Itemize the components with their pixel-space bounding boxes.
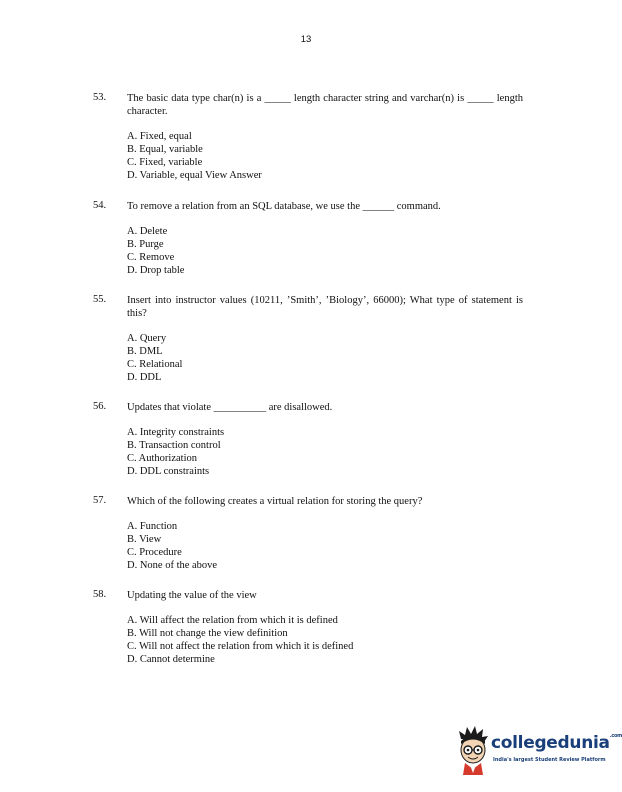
option-list xyxy=(127,130,523,182)
question-list xyxy=(93,92,523,666)
option-d: D. Drop table xyxy=(127,265,185,276)
question-number: 56. xyxy=(93,401,107,412)
option-a: A. Integrity constraints xyxy=(127,427,225,438)
question-text: Which of the following creates a virtual relation for storing the query? xyxy=(127,496,423,507)
question-number: 55. xyxy=(93,294,107,305)
option-c: C. Remove xyxy=(127,252,175,263)
question-54 xyxy=(93,200,523,277)
option-b: B. Transaction control xyxy=(127,440,221,451)
option-c: C. Fixed, variable xyxy=(127,157,203,168)
question-58 xyxy=(93,589,523,666)
option-b: B. Purge xyxy=(127,239,164,250)
option-list xyxy=(127,614,523,666)
option-d: D. Cannot determine xyxy=(127,654,215,665)
page-number: 13 xyxy=(300,34,312,45)
collegedunia-logo xyxy=(455,725,622,781)
option-a: A. Delete xyxy=(127,226,168,237)
option-a: A. Will affect the relation from which it is defined xyxy=(127,615,338,626)
option-b: B. DML xyxy=(127,346,163,357)
option-list xyxy=(127,225,523,277)
question-number: 53. xyxy=(93,92,107,103)
option-b: B. View xyxy=(127,534,162,545)
question-text: Insert into instructor values (10211, ’Smith’, ’Biology’, 66000); What type of statement is this? xyxy=(127,295,523,319)
option-a: A. Function xyxy=(127,521,178,532)
mascot-icon xyxy=(455,725,491,775)
option-list xyxy=(127,520,523,572)
option-b: B. Will not change the view definition xyxy=(127,628,288,639)
question-57 xyxy=(93,495,523,572)
option-c: C. Will not affect the relation from which it is defined xyxy=(127,641,354,652)
question-text: Updating the value of the view xyxy=(127,590,257,601)
option-list xyxy=(127,332,523,384)
option-b: B. Equal, variable xyxy=(127,144,203,155)
option-c: C. Relational xyxy=(127,359,183,370)
option-c: C. Authorization xyxy=(127,453,197,464)
logo-tagline: India's largest Student Review Platform xyxy=(493,757,606,763)
question-text: Updates that violate __________ are disallowed. xyxy=(127,402,333,413)
question-56 xyxy=(93,401,523,478)
logo-name: collegedunia xyxy=(491,733,610,753)
logo-wordmark xyxy=(491,733,622,753)
option-list xyxy=(127,426,523,478)
option-d: D. DDL constraints xyxy=(127,466,210,477)
question-number: 54. xyxy=(93,200,107,211)
question-53 xyxy=(93,92,523,182)
option-a: A. Fixed, equal xyxy=(127,131,192,142)
question-text: To remove a relation from an SQL database, we use the ______ command. xyxy=(127,201,441,212)
option-d: D. DDL xyxy=(127,372,162,383)
question-55 xyxy=(93,294,523,384)
question-number: 57. xyxy=(93,495,107,506)
question-number: 58. xyxy=(93,589,107,600)
option-c: C. Procedure xyxy=(127,547,182,558)
question-text: The basic data type char(n) is a _____ length character string and varchar(n) is _____ length character. xyxy=(127,93,523,117)
option-d: D. None of the above xyxy=(127,560,218,571)
option-d: D. Variable, equal View Answer xyxy=(127,170,262,181)
logo-superscript: .com xyxy=(609,733,622,739)
option-a: A. Query xyxy=(127,333,167,344)
